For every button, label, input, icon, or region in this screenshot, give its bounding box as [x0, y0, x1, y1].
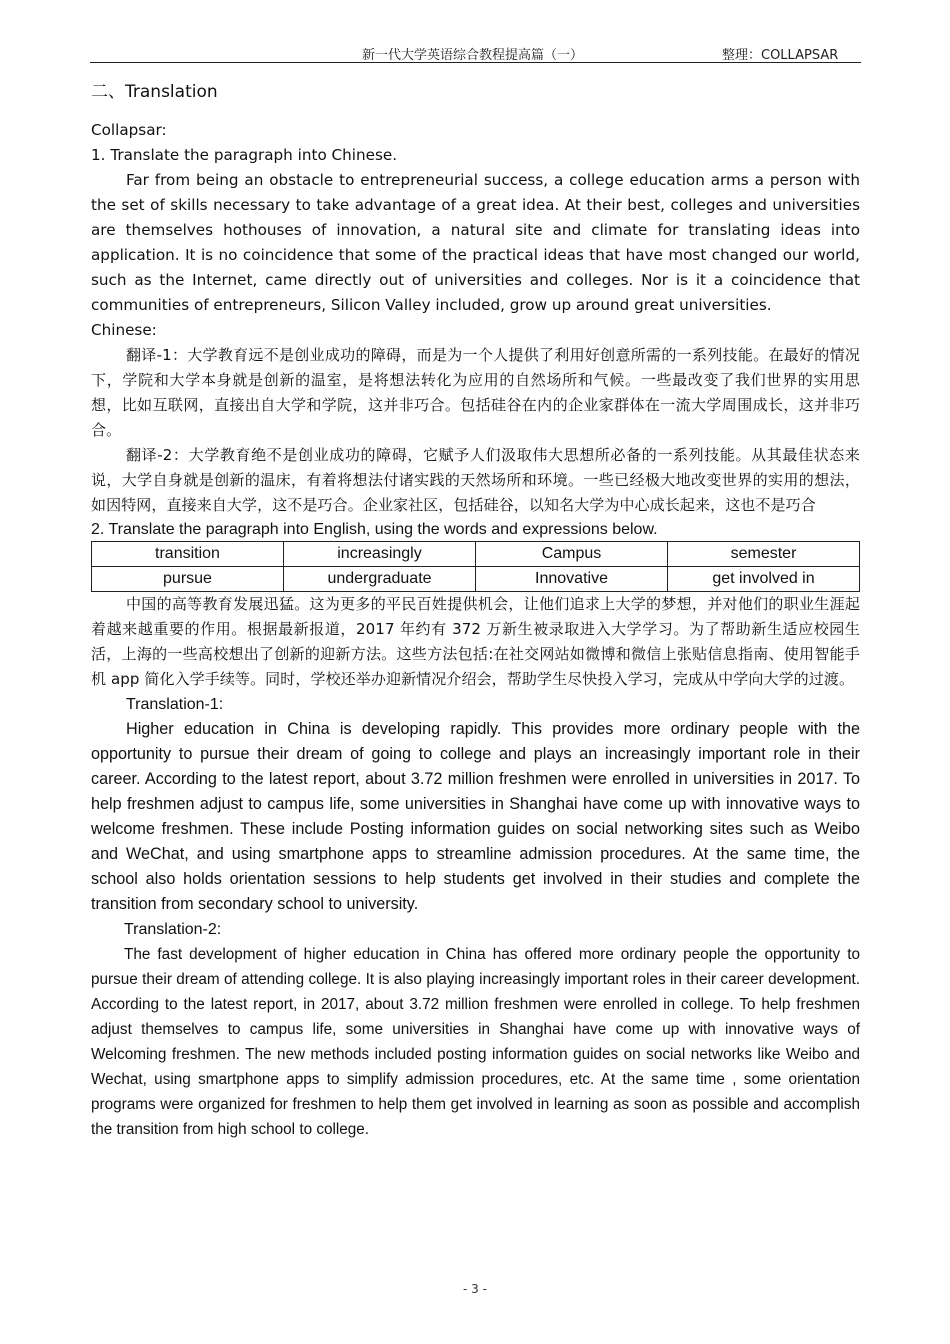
word-table-row — [92, 567, 860, 592]
word-cell: Innovative — [476, 567, 668, 592]
word-table-row — [92, 542, 860, 567]
author-label: Collapsar: — [91, 121, 167, 139]
q2-translation-2: The fast development of higher education in China has offered more ordinary people the opportunity to pursue their dream of attending college. It is also playing increasingly important roles in their career development. According to the latest report, in 2017, about 3.72 million freshmen were enrolled in college. To help freshmen adjust themselves to campus life, some universities in Shanghai have come up with innovative ways of Welcoming freshmen. The new methods included posting information guides on social networks like Weibo and Wechat, using smartphone apps to simplify admission procedures, etc. At the same time , some orientation programs were organized for freshmen to help them get involved in learning as soon as possible and accomplish the transition from high school to college. — [91, 946, 860, 1138]
chinese-label: Chinese: — [91, 321, 157, 339]
q1-translation-1: 翻译-1：大学教育远不是创业成功的障碍，而是为一个人提供了利用好创意所需的一系列技能。在最好的情况下，学院和大学本身就是创新的温室，是将想法转化为应用的自然场所和气候。一些最改变了我们世界的实用思想，比如互联网，直接出自大学和学院，这并非巧合。包括硅谷在内的企业家群体在一流大学周围成长，这并非巧合。 — [91, 346, 860, 439]
word-cell: pursue — [92, 567, 284, 592]
word-cell: semester — [668, 542, 860, 567]
page-header — [90, 42, 861, 63]
q2-source-paragraph: 中国的高等教育发展迅猛。这为更多的平民百姓提供机会，让他们追求上大学的梦想，并对他们的职业生涯起着越来越重要的作用。根据最新报道，2017 年约有 372 万新生被录取进入大学学习。为了帮助新生适应校园生活，上海的一些高校想出了创新的迎新方法。这些方法包括:在社交网站如微博和微信上张贴信息指南、使用智能手机 app 简化入学手续等。同时，学校还举办迎新情况介绍会，帮助学生尽快投入学习，完成从中学向大学的过渡。 — [91, 595, 860, 688]
q2-heading: 2. Translate the paragraph into English, using the words and expressions below. — [91, 521, 658, 538]
word-cell: increasingly — [284, 542, 476, 567]
header-compiler: 整理：COLLAPSAR — [722, 48, 839, 63]
q1-heading: 1. Translate the paragraph into Chinese. — [91, 146, 398, 164]
translation-2-label: Translation-2: — [124, 921, 222, 938]
word-cell: undergraduate — [284, 567, 476, 592]
q2-translation-1: Higher education in China is developing rapidly. This provides more ordinary people with the opportunity to pursue their dream of going to college and plays an increasingly important role in their career. According to the latest report, about 3.72 million freshmen were enrolled in universities in 2017. To help freshmen adjust to campus life, some universities in Shanghai have come up with innovative ways to welcome freshmen. These include Posting information guides on social networking sites such as Weibo and WeChat, and using smartphone apps to streamline admission procedures. At the same time, the school also holds orientation sessions to help students get involved in their studies and complete the transition from secondary school to university. — [91, 720, 860, 913]
section-title: 二、Translation — [91, 82, 218, 102]
page-number: - 3 - — [463, 1282, 487, 1296]
word-cell: get involved in — [668, 567, 860, 592]
word-cell: transition — [92, 542, 284, 567]
word-table — [91, 541, 860, 592]
q1-translation-2: 翻译-2：大学教育绝不是创业成功的障碍，它赋予人们汲取伟大思想所必备的一系列技能。从其最佳状态来说，大学自身就是创新的温床，有着将想法付诸实践的天然场所和环境。一些已经极大地改变世界的实用的想法，如因特网，直接来自大学，这不是巧合。企业家社区，包括硅谷，以知名大学为中心成长起来，这也不是巧合 — [91, 446, 860, 514]
header-title: 新一代大学英语综合教程提高篇（一） — [362, 48, 584, 63]
q1-source-paragraph: Far from being an obstacle to entrepreneurial success, a college education arms a person with the set of skills necessary to take advantage of a great idea. At their best, colleges and universities are themselves hothouses of innovation, a natural site and climate for translating ideas into application. It is no coincidence that some of the practical ideas that have most changed our world, such as the Internet, came directly out of universities and colleges. Nor is it a coincidence that communities of entrepreneurs, Silicon Valley included, grow up around great universities. — [91, 171, 860, 314]
word-cell: Campus — [476, 542, 668, 567]
translation-1-label: Translation-1: — [126, 696, 224, 713]
page-content — [91, 78, 860, 1142]
